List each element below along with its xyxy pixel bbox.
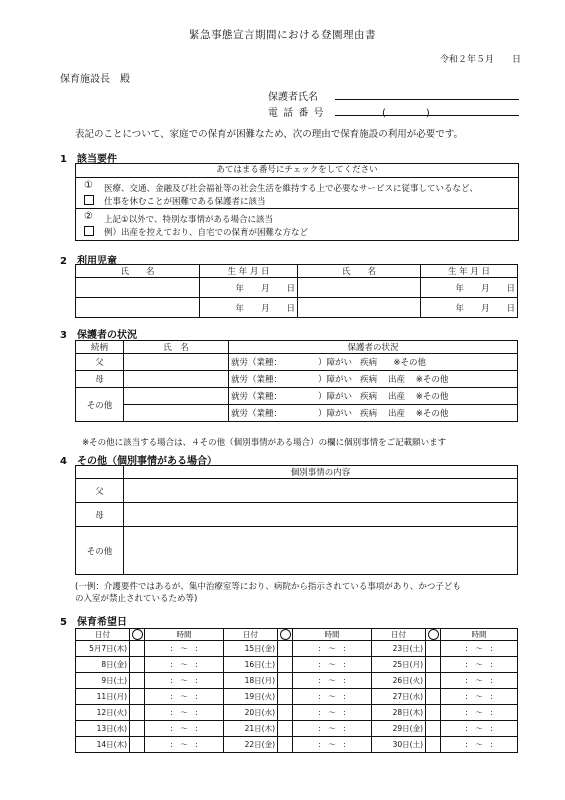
guardian-name-label: 保護者氏名 <box>268 92 318 103</box>
child-name-field[interactable] <box>298 278 421 298</box>
circle-mark-icon <box>132 629 143 640</box>
date-check-cell[interactable] <box>426 689 441 705</box>
status-birth: 出産 <box>387 375 405 385</box>
date-row <box>76 737 518 753</box>
option2-text-line2: 例）出産を控えており、自宅での保育が困難な方など <box>104 228 309 238</box>
date-cell: 19日(火) <box>224 689 278 705</box>
date-check-cell[interactable] <box>426 657 441 673</box>
col-date: 日付 <box>372 629 426 641</box>
status-illness: 疾病 <box>360 409 378 419</box>
status-work: 就労（業種： <box>231 375 283 385</box>
status-disability: ）障がい <box>318 409 353 419</box>
col-time: 時間 <box>145 629 224 641</box>
date-check-cell[interactable] <box>278 641 293 657</box>
date-cell: 18日(月) <box>224 673 278 689</box>
requirement-option-1[interactable] <box>76 178 518 209</box>
relation-father: 父 <box>76 354 124 371</box>
child-birth-field[interactable]: 年 月 日 <box>200 298 298 318</box>
date-check-cell[interactable] <box>130 641 145 657</box>
guardian-status-table <box>75 340 518 422</box>
other-name-field[interactable] <box>124 388 229 405</box>
status-disability: ）障がい <box>318 375 353 385</box>
child-name-field[interactable] <box>76 298 200 318</box>
option2-checkbox[interactable] <box>84 226 94 236</box>
circ-mother-field[interactable] <box>124 503 518 527</box>
time-range-field[interactable]: : ～ : <box>441 657 518 673</box>
phone-paren: ( ) <box>382 108 430 119</box>
time-range-field[interactable]: : ～ : <box>293 721 372 737</box>
date-cell: 13日(水) <box>76 721 130 737</box>
col-guardian-status: 保護者の状況 <box>229 341 518 354</box>
section2-heading: 2 利用児童 <box>60 256 117 267</box>
option1-checkbox[interactable] <box>84 195 94 205</box>
status-work: 就労（業種： <box>231 409 283 419</box>
date-cell: 11日(月) <box>76 689 130 705</box>
time-range-field[interactable]: : ～ : <box>441 721 518 737</box>
intro-text: 表記のことについて、家庭での保育が困難なため、次の理由で保育施設の利用が必要です。 <box>75 129 463 140</box>
circle-mark-icon <box>280 629 291 640</box>
section4-example-line2: の入室が禁止されているため等) <box>75 594 198 604</box>
time-range-field[interactable]: : ～ : <box>145 689 224 705</box>
time-range-field[interactable]: : ～ : <box>293 657 372 673</box>
date-cell: 12日(火) <box>76 705 130 721</box>
date-cell: 25日(月) <box>372 657 426 673</box>
col-time: 時間 <box>441 629 518 641</box>
date-check-cell[interactable] <box>426 721 441 737</box>
date-check-cell[interactable] <box>130 657 145 673</box>
addressee: 保育施設長 殿 <box>60 74 130 85</box>
date-check-cell[interactable] <box>426 737 441 753</box>
option2-number: ② <box>84 211 93 222</box>
relation-other: その他 <box>76 388 124 422</box>
date-cell: 29日(金) <box>372 721 426 737</box>
date-check-cell[interactable] <box>130 737 145 753</box>
time-range-field[interactable]: : ～ : <box>145 641 224 657</box>
status-other: ※その他 <box>393 358 426 368</box>
date-cell: 16日(土) <box>224 657 278 673</box>
circ-mother-label: 母 <box>76 503 124 527</box>
date-cell: 8日(金) <box>76 657 130 673</box>
date-check-cell[interactable] <box>278 721 293 737</box>
option1-text-line1: 医療、交通、金融及び社会福祉等の社会生活を維持する上で必要なサービスに従事しているなど、 <box>104 184 479 194</box>
col-guardian-name: 氏 名 <box>124 341 229 354</box>
time-range-field[interactable]: : ～ : <box>441 737 518 753</box>
child-name-field[interactable] <box>76 278 200 298</box>
child-name-field[interactable] <box>298 298 421 318</box>
child-birth-field[interactable]: 年 月 日 <box>421 298 518 318</box>
date-check-cell[interactable] <box>278 705 293 721</box>
date-cell: 20日(水) <box>224 705 278 721</box>
status-work: 就労（業種： <box>231 392 283 402</box>
time-range-field[interactable]: : ～ : <box>293 689 372 705</box>
circ-father-label: 父 <box>76 479 124 503</box>
date-row <box>76 705 518 721</box>
guardian-name-field[interactable] <box>335 99 519 100</box>
date-check-cell[interactable] <box>278 673 293 689</box>
date-check-cell[interactable] <box>130 705 145 721</box>
status-birth: 出産 <box>387 392 405 402</box>
mother-status[interactable] <box>229 371 518 388</box>
option2-text-line1: 上記①以外で、特別な事情がある場合に該当 <box>104 215 273 225</box>
status-work: 就労（業種： <box>231 358 283 368</box>
time-range-field[interactable]: : ～ : <box>145 673 224 689</box>
circ-other-label: その他 <box>76 527 124 575</box>
col-child-birth-1: 生 年 月 日 <box>200 265 298 278</box>
other-status[interactable] <box>229 405 518 422</box>
status-other: ※その他 <box>415 375 449 385</box>
date-row <box>76 721 518 737</box>
time-range-field[interactable]: : ～ : <box>145 705 224 721</box>
time-range-field[interactable]: : ～ : <box>441 673 518 689</box>
date-row <box>76 641 518 657</box>
section4-heading: 4 その他（個別事情がある場合） <box>60 456 217 467</box>
col-circumstances: 個別事情の内容 <box>124 466 518 479</box>
date-check-cell[interactable] <box>130 673 145 689</box>
status-illness: 疾病 <box>360 392 378 402</box>
time-range-field[interactable]: : ～ : <box>145 721 224 737</box>
date-check-cell[interactable] <box>426 705 441 721</box>
child-birth-field[interactable]: 年 月 日 <box>421 278 518 298</box>
circle-mark-icon <box>428 629 439 640</box>
col-child-name-2: 氏 名 <box>298 265 421 278</box>
check-instruction: あてはまる番号にチェックをしてください <box>76 164 518 178</box>
date-cell: 14日(木) <box>76 737 130 753</box>
document-title: 緊急事態宣言期間における登園理由書 <box>189 29 376 41</box>
col-check <box>130 629 145 641</box>
date-check-cell[interactable] <box>278 737 293 753</box>
other-name-field[interactable] <box>124 405 229 422</box>
father-status[interactable] <box>229 354 518 371</box>
status-disability: ）障がい <box>318 392 353 402</box>
col-date: 日付 <box>224 629 278 641</box>
status-other: ※その他 <box>415 409 449 419</box>
status-illness: 疾病 <box>360 358 378 368</box>
col-check <box>426 629 441 641</box>
time-range-field[interactable]: : ～ : <box>293 705 372 721</box>
child-birth-field[interactable]: 年 月 日 <box>200 278 298 298</box>
mother-name-field[interactable] <box>124 371 229 388</box>
col-check <box>278 629 293 641</box>
children-table <box>75 264 518 318</box>
date-check-cell[interactable] <box>426 641 441 657</box>
date-cell: 28日(木) <box>372 705 426 721</box>
submission-date[interactable]: 令和２年５月 日 <box>440 55 522 65</box>
date-cell: 21日(木) <box>224 721 278 737</box>
col-time: 時間 <box>293 629 372 641</box>
section5-heading: 5 保育希望日 <box>60 617 127 628</box>
other-status[interactable] <box>229 388 518 405</box>
date-cell: 15日(金) <box>224 641 278 657</box>
father-name-field[interactable] <box>124 354 229 371</box>
date-cell: 26日(火) <box>372 673 426 689</box>
requirements-box <box>75 163 519 241</box>
col-relation: 続柄 <box>76 341 124 354</box>
date-row <box>76 657 518 673</box>
section3-heading: 3 保護者の状況 <box>60 330 137 341</box>
date-check-cell[interactable] <box>278 657 293 673</box>
blank-header-cell <box>76 466 124 479</box>
status-disability: ）障がい <box>318 358 353 368</box>
time-range-field[interactable]: : ～ : <box>293 641 372 657</box>
date-cell: 9日(土) <box>76 673 130 689</box>
date-cell: 30日(土) <box>372 737 426 753</box>
relation-mother: 母 <box>76 371 124 388</box>
date-cell: 23日(土) <box>372 641 426 657</box>
section4-example-line1: (一例：介護要件ではあるが、集中治療室等におり、病院から指示されている事項があり、かつ子ども <box>75 582 461 592</box>
preferred-dates-table <box>75 628 518 753</box>
date-cell: 5月7日(木) <box>76 641 130 657</box>
date-cell: 27日(水) <box>372 689 426 705</box>
time-range-field[interactable]: : ～ : <box>441 689 518 705</box>
date-check-cell[interactable] <box>426 673 441 689</box>
option1-text-line2: 仕事を休むことが困難である保護者に該当 <box>104 197 266 207</box>
guardian-phone-label: 電 話 番 号 <box>268 108 325 119</box>
circ-other-field[interactable] <box>124 527 518 575</box>
time-range-field[interactable]: : ～ : <box>293 673 372 689</box>
section3-note: ※その他に該当する場合は、４その他（個別事情がある場合）の欄に個別事情をご記載願います <box>82 438 447 448</box>
col-child-birth-2: 生 年 月 日 <box>421 265 518 278</box>
requirement-option-2[interactable] <box>76 209 518 239</box>
date-row <box>76 673 518 689</box>
status-birth: 出産 <box>387 409 405 419</box>
date-row <box>76 689 518 705</box>
time-range-field[interactable]: : ～ : <box>441 705 518 721</box>
circ-father-field[interactable] <box>124 479 518 503</box>
time-range-field[interactable]: : ～ : <box>293 737 372 753</box>
status-other: ※その他 <box>415 392 449 402</box>
option1-number: ① <box>84 180 93 191</box>
special-circumstances-table <box>75 465 518 575</box>
status-illness: 疾病 <box>360 375 378 385</box>
date-check-cell[interactable] <box>278 689 293 705</box>
col-date: 日付 <box>76 629 130 641</box>
date-check-cell[interactable] <box>130 689 145 705</box>
col-child-name-1: 氏 名 <box>76 265 200 278</box>
section1-heading: 1 該当要件 <box>60 154 117 165</box>
time-range-field[interactable]: : ～ : <box>145 737 224 753</box>
time-range-field[interactable]: : ～ : <box>145 657 224 673</box>
time-range-field[interactable]: : ～ : <box>441 641 518 657</box>
date-check-cell[interactable] <box>130 721 145 737</box>
date-cell: 22日(金) <box>224 737 278 753</box>
guardian-phone-field[interactable] <box>335 115 519 116</box>
